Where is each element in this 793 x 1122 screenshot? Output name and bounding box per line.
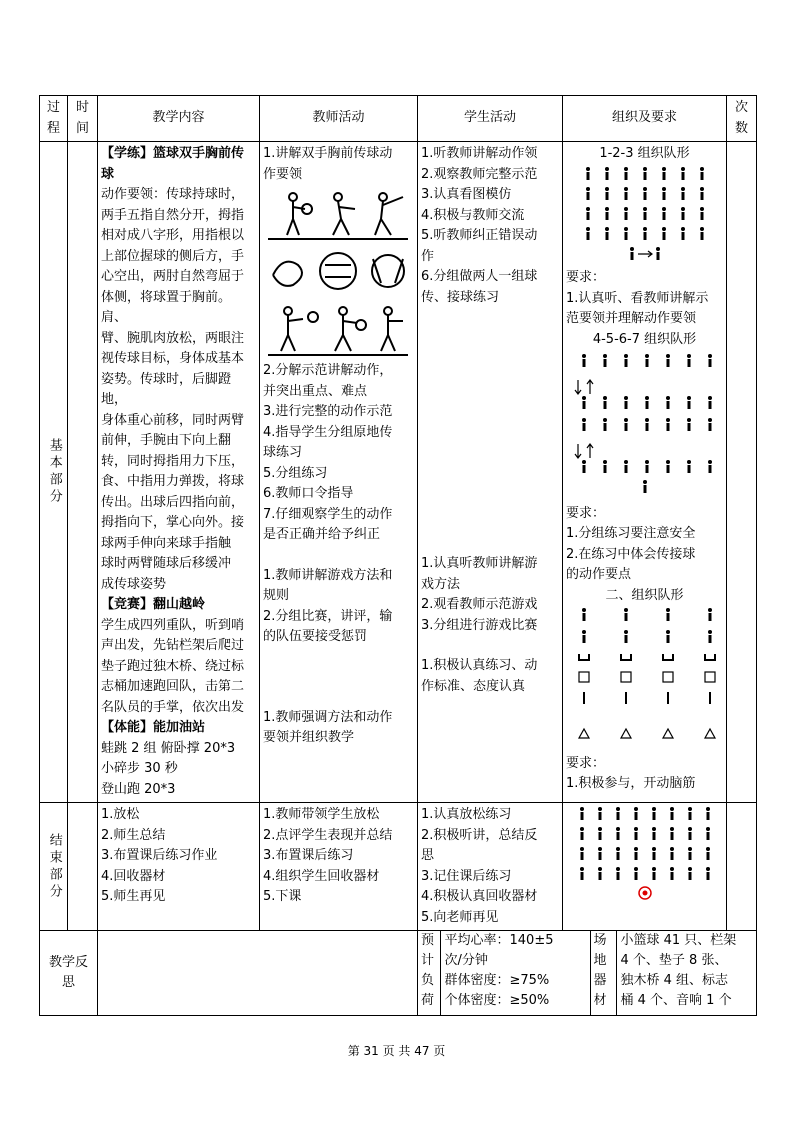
player-icon [666,460,670,473]
teacher-marker-dot-icon [642,891,647,896]
student-line: 1.认真听教师讲解游 [421,556,538,571]
player-icon [624,608,628,621]
venue-label: 场地器材 [590,931,616,1015]
lesson-plan-table [39,95,757,1016]
player-icon [687,396,691,409]
essentials-line: 转，同时拇指用力下压， [101,453,245,469]
player-icon [708,418,712,431]
player-icon [586,167,590,180]
essentials-line: 姿势。传球时，后脚蹬地， [101,371,232,407]
req-2-label: 要求： [566,505,606,521]
end-teacher-line: 2.点评学生表现并总结 [263,827,393,843]
player-icon [634,827,638,840]
requirement-line: 1.分组练习要注意安全 [566,526,696,541]
end-row [40,803,757,931]
fitness-line: 蛙跳 2 组 俯卧撑 20*3 [101,740,236,756]
player-icon [580,827,584,840]
pass-figure-2-icon [263,299,413,359]
essentials-line: 传出。出球后四指向前， [101,494,245,510]
cone-icon [705,729,715,738]
load-line: 平均心率：140±5 [444,933,554,948]
player-icon [598,867,602,880]
end-teacher-line: 5.下课 [263,889,302,904]
hurdle-icon [705,654,715,660]
player-icon [670,847,674,860]
player-icon [706,827,710,840]
student-line: 作标准、态度认真 [421,678,526,694]
teacher-line: 1.教师强调方法和动作 [263,709,393,725]
player-icon [580,807,584,820]
end-content-line: 4.回收器材 [101,868,166,884]
student-line: 作 [421,248,435,264]
formation-1-icon [570,165,720,261]
teacher-icon [643,480,647,493]
student-line: 传、接球练习 [421,289,500,305]
venue-values [616,931,756,1015]
game-line: 声出发，先钻栏架后爬过 [101,638,245,653]
requirement-line: 的动作要点 [566,567,632,582]
formation-3-icon [570,606,720,746]
player-icon [643,187,647,200]
end-formation-icon [570,805,720,901]
basic-content [98,142,260,803]
end-org [563,803,727,931]
player-icon [662,207,666,220]
player-icon [605,207,609,220]
teacher-line: 4.指导学生分组原地传 [263,424,393,440]
cone-icon [663,729,673,738]
essentials-line: 拇指向下，掌心向外。接 [101,515,245,530]
swap-arrows-icon [575,380,593,394]
player-icon [662,187,666,200]
player-icon [645,354,649,367]
teacher-line: 1.教师讲解游戏方法和 [263,567,393,583]
end-content-line: 2.师生总结 [101,827,166,843]
basic-student [418,142,563,803]
venue-line: 桶 4 个、音响 1 个 [620,993,732,1008]
player-icon [605,227,609,240]
balance-beam-icon [625,692,627,704]
load-line: 群体密度：≥75% [444,973,550,988]
essentials-line: 臂、腕肌肉放松，两眼注 [101,330,245,346]
requirement-line: 2.在练习中体会传接球 [566,546,696,562]
player-icon [616,867,620,880]
player-icon [708,396,712,409]
reflect-row [40,931,757,1016]
student-line: 2.观察教师完整示范 [421,166,538,182]
load-label: 预计负荷 [418,931,440,1015]
player-icon [681,207,685,220]
player-icon [688,867,692,880]
student-line: 6.分组做两人一组球 [421,269,538,284]
player-icon [688,847,692,860]
player-icon [624,227,628,240]
player-icon [580,847,584,860]
balance-beam-icon [667,692,669,704]
player-icon [643,167,647,180]
end-content-line: 3.布置课后练习作业 [101,848,218,863]
header-student: 学生活动 [418,96,563,142]
mat-icon [663,672,673,682]
player-icon [643,207,647,220]
fitness-line: 小碎步 30 秒 [101,761,178,776]
end-student-line: 2.积极听讲，总结反 [421,827,538,843]
hurdle-icon [579,654,589,660]
header-teacher: 教师活动 [260,96,418,142]
mat-icon [579,672,589,682]
player-icon [586,207,590,220]
mat-icon [705,672,715,682]
cone-icon [621,729,631,738]
player-icon [598,807,602,820]
title-drill: 【学练】篮球双手胸前传球 [101,146,245,182]
fitness-line: 登山跑 20*3 [101,781,176,797]
end-teacher [260,803,418,931]
essentials-line: 食、中指用力弹拨，将球 [101,474,245,489]
load-values [440,931,590,1015]
player-icon [580,867,584,880]
student-line: 4.积极与教师交流 [421,207,525,223]
player-icon [666,354,670,367]
player-icon [708,608,712,621]
player-icon [700,167,704,180]
player-icon [616,847,620,860]
player-icon [582,608,586,621]
player-icon [616,807,620,820]
req-1-label: 要求： [566,270,606,285]
teacher-line: 2.分组比赛，讲评，输 [263,608,393,624]
student-line: 1.听教师讲解动作领 [421,146,538,161]
player-icon [652,807,656,820]
player-icon [582,418,586,431]
game-line: 志桶加速跑回队，击第二 [101,679,245,694]
formation-1-title: 1-2-3 组织队形 [599,146,690,161]
player-icon [666,396,670,409]
player-icon [645,460,649,473]
player-icon [687,460,691,473]
player-icon [700,187,704,200]
end-teacher-line: 3.布置课后练习 [263,848,354,863]
player-icon [624,354,628,367]
end-label: 结束部分 [40,803,68,931]
player-icon [582,630,586,643]
end-teacher-line: 1.教师带领学生放松 [263,807,380,822]
swap-arrows-icon [575,444,593,458]
player-icon [652,867,656,880]
player-icon [598,827,602,840]
arrow-icon [638,251,652,257]
player-icon [666,608,670,621]
end-student-line: 4.积极认真回收器材 [421,889,538,904]
balance-beam-icon [583,692,585,704]
basic-label: 基本部分 [40,142,68,803]
mat-icon [621,672,631,682]
balance-beam-icon [709,692,711,704]
player-icon [616,827,620,840]
teacher-line: 球练习 [263,445,303,460]
teacher-line: 7.仔细观察学生的动作 [263,506,393,522]
basic-row [40,142,757,803]
essentials-line: 两手五指自然分开，拇指 [101,207,245,223]
essentials-line: 身体重心前移，同时两臂 [101,412,245,428]
end-content-line: 5.师生再见 [101,889,166,904]
teacher-line: 并突出重点、难点 [263,383,368,399]
player-icon [603,354,607,367]
essentials-line: 球时两臂随球后移缓冲 [101,556,232,571]
player-icon [582,354,586,367]
player-icon [643,227,647,240]
header-org: 组织及要求 [563,96,727,142]
requirement-line: 范要领并理解动作要领 [566,311,697,326]
essentials-line: 上部位握球的侧后方，手 [101,248,245,264]
end-content-line: 1.放松 [101,807,140,822]
end-student-line: 思 [421,848,435,863]
load-venue-table [418,931,756,1015]
teacher-line: 的队伍要接受惩罚 [263,629,368,644]
player-icon [624,630,628,643]
basic-org [563,142,727,803]
hurdle-icon [663,654,673,660]
end-student [418,803,563,931]
essentials-line: 视传球目标，身体成基本 [101,351,245,366]
player-icon [582,460,586,473]
reflect-label: 教学反思 [40,931,98,1016]
end-student-line: 3.记住课后练习 [421,868,512,884]
player-icon [582,396,586,409]
basic-teacher [260,142,418,803]
end-content [98,803,260,931]
header-process: 过程 [40,96,68,142]
player-icon [681,167,685,180]
player-icon [624,460,628,473]
essentials-line: 成传球姿势 [101,576,167,592]
player-icon [605,187,609,200]
venue-line: 4 个、垫子 8 张、 [620,953,728,968]
player-icon [681,227,685,240]
load-line: 个体密度：≥50% [444,993,550,1008]
essentials-line: 球两手伸向来球手指触 [101,535,232,551]
player-icon [708,354,712,367]
hand-grip-figure-icon [263,245,413,297]
page-footer: 第 31 页 共 47 页 [347,1044,446,1058]
player-icon [670,807,674,820]
title-game: 【竞赛】翻山越岭 [101,597,206,612]
formation-3-title: 二、组织队形 [605,587,684,603]
player-icon [700,207,704,220]
header-row [40,96,757,142]
player-icon [645,396,649,409]
end-student-line: 1.认真放松练习 [421,807,512,822]
pass-figure-1-icon [263,187,413,243]
player-icon [624,418,628,431]
player-icon [605,167,609,180]
player-icon [645,418,649,431]
student-line: 1.积极认真练习、动 [421,658,538,673]
player-icon [634,867,638,880]
player-icon [603,418,607,431]
game-line: 垫子跑过独木桥、绕过标 [101,658,245,674]
essentials-line: 动作要领：传球持球时， [101,187,245,202]
teacher-line: 5.分组练习 [263,465,328,481]
formation-2-title: 4-5-6-7 组织队形 [592,331,697,347]
student-line: 3.认真看图模仿 [421,187,512,202]
player-icon [634,807,638,820]
game-line: 学生成四列重队，听到哨 [101,617,245,633]
player-icon [706,867,710,880]
teacher-line: 6.教师口令指导 [263,486,354,501]
player-icon [652,827,656,840]
player-icon [688,807,692,820]
player-icon [656,247,660,260]
player-icon [662,167,666,180]
essentials-line: 心空出，两肘自然弯屈于 [101,269,245,284]
player-icon [688,827,692,840]
player-icon [700,227,704,240]
venue-line: 独木桥 4 组、标志 [620,973,729,988]
essentials-line: 相对成八字形，用指根以 [101,228,245,243]
player-icon [708,630,712,643]
essentials-list [101,185,256,595]
essentials-line: 体侧，将球置于胸前。肩、 [101,289,232,325]
player-icon [586,227,590,240]
essentials-line: 前伸，手腕由下向上翻 [101,433,232,448]
player-icon [670,827,674,840]
player-icon [687,354,691,367]
game-line: 名队员的手掌，依次出发 [101,699,245,715]
teacher-line: 作要领 [263,166,303,182]
load-line: 次/分钟 [444,953,488,968]
student-line: 戏方法 [421,576,461,592]
player-icon [708,460,712,473]
player-icon [687,418,691,431]
player-icon [603,396,607,409]
player-icon [652,847,656,860]
player-icon [706,847,710,860]
teacher-line: 是否正确并给予纠正 [263,527,381,542]
fitness-list [101,739,256,801]
player-icon [624,396,628,409]
header-time: 时间 [68,96,98,142]
student-line: 2.观看教师示范游戏 [421,597,538,612]
teacher-line: 要领并组织教学 [263,730,355,745]
end-teacher-line: 4.组织学生回收器材 [263,868,380,884]
teacher-line: 规则 [263,588,290,603]
player-icon [586,187,590,200]
player-icon [624,187,628,200]
req-3-label: 要求： [566,755,606,771]
game-list [101,616,256,719]
title-fitness: 【体能】能加油站 [101,720,206,735]
formation-2-icon [570,350,720,496]
player-icon [603,460,607,473]
teacher-icon [630,247,634,260]
player-icon [634,847,638,860]
hurdle-icon [621,654,631,660]
requirement-line: 1.认真听、看教师讲解示 [566,290,709,306]
player-icon [666,418,670,431]
end-student-line: 5.向老师再见 [421,909,499,925]
venue-line: 小篮球 41 只、栏架 [620,933,737,948]
player-icon [598,847,602,860]
player-icon [670,867,674,880]
player-icon [706,807,710,820]
header-times: 次数 [727,96,757,142]
cone-icon [579,729,589,738]
student-line: 5.听教师纠正错误动 [421,228,538,243]
player-icon [624,167,628,180]
teacher-line: 2.分解示范讲解动作， [263,363,393,378]
teacher-line: 1.讲解双手胸前传球动 [263,146,393,161]
student-line: 3.分组进行游戏比赛 [421,617,538,633]
requirement-line: 1.积极参与，开动脑筋 [566,776,696,791]
header-content: 教学内容 [98,96,260,142]
player-icon [666,630,670,643]
player-icon [624,207,628,220]
player-icon [662,227,666,240]
teacher-line: 3.进行完整的动作示范 [263,404,393,419]
player-icon [681,187,685,200]
